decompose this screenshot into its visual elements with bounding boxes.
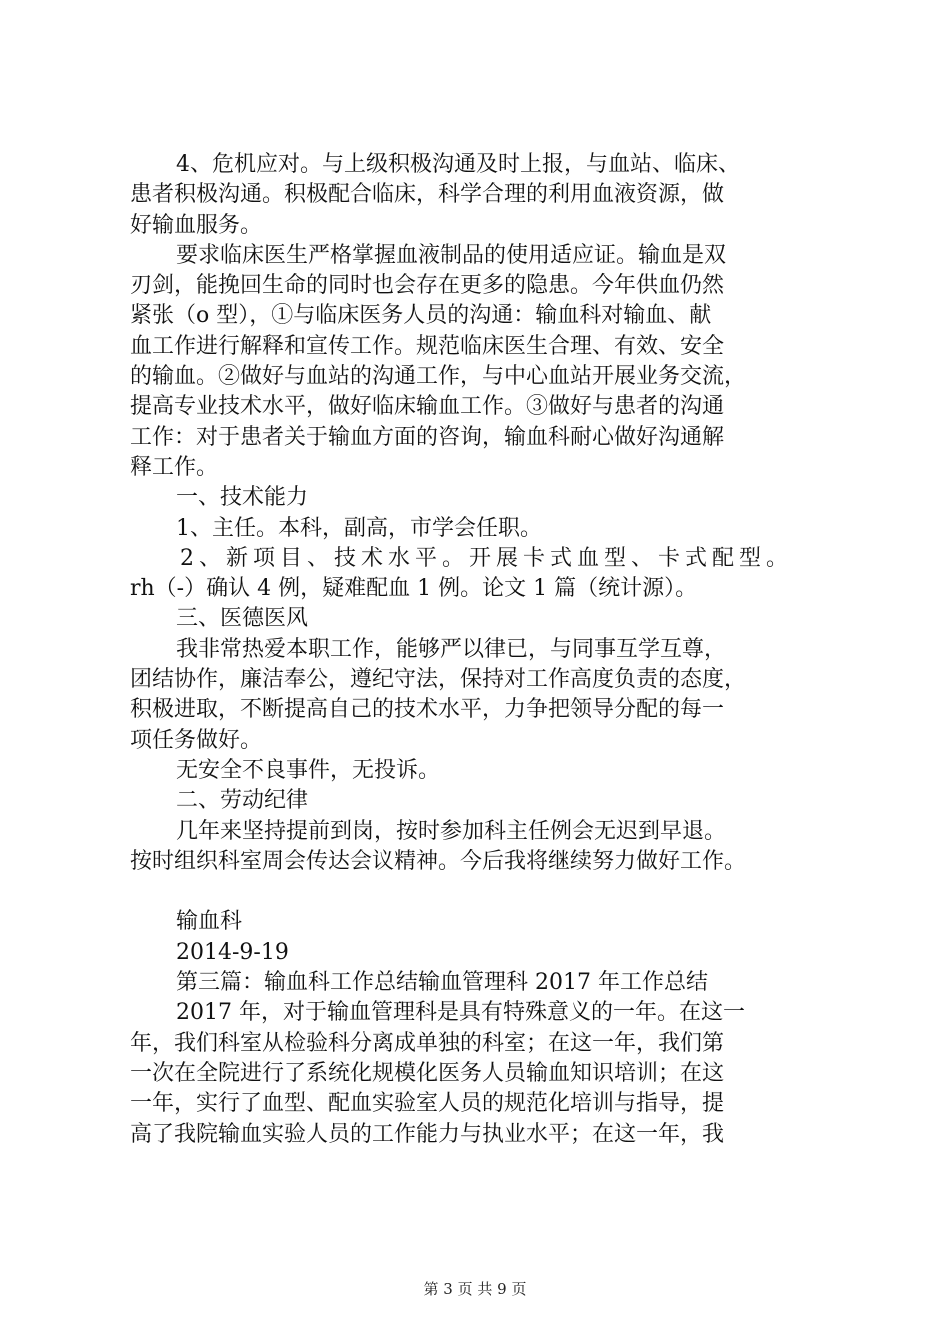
document-body — [130, 150, 835, 1150]
page-footer: 第 3 页 共 9 页 — [423, 1280, 527, 1298]
paragraph-line: 好输血服务。 — [130, 212, 263, 238]
paragraph-line: 积极进取，不断提高自己的技术水平，力争把领导分配的每一 — [130, 697, 725, 723]
signature-department: 输血科 — [176, 909, 243, 935]
paragraph-line: 患者积极沟通。积极配合临床，科学合理的利用血液资源，做 — [130, 182, 725, 208]
paragraph-line: 的输血。②做好与血站的沟通工作，与中心血站开展业务交流， — [130, 364, 747, 390]
paragraph-line: 无安全不良事件，无投诉。 — [176, 757, 441, 783]
paragraph-line: 团结协作，廉洁奉公，遵纪守法，保持对工作高度负责的态度， — [130, 667, 747, 693]
paragraph-line: 工作：对于患者关于输血方面的咨询，输血科耐心做好沟通解 — [130, 424, 725, 450]
paragraph-line: 2、新项目、技术水平。开展卡式血型、卡式配型。 — [180, 545, 793, 571]
paragraph-line: 我非常热爱本职工作，能够严以律已，与同事互学互尊， — [176, 636, 727, 662]
paragraph-line: rh（-）确认 4 例，疑难配血 1 例。论文 1 篇（统计源）。 — [130, 576, 698, 602]
signature-date: 2014-9-19 — [176, 939, 289, 965]
paragraph-line: 几年来坚持提前到岗，按时参加科主任例会无迟到早退。 — [176, 818, 727, 844]
paragraph-line: 一年，实行了血型、配血实验室人员的规范化培训与指导，提 — [130, 1091, 725, 1117]
paragraph-line: 血工作进行解释和宣传工作。规范临床医生合理、有效、安全 — [130, 333, 725, 359]
paragraph-line: 按时组织科室周会传达会议精神。今后我将继续努力做好工作。 — [130, 848, 747, 874]
paragraph-line: 年，我们科室从检验科分离成单独的科室；在这一年，我们第 — [130, 1030, 725, 1056]
paragraph-line: 刃剑，能挽回生命的同时也会存在更多的隐患。今年供血仍然 — [130, 273, 725, 299]
paragraph-line: 释工作。 — [130, 454, 219, 480]
paragraph-line: 紧张（o 型），①与临床医务人员的沟通：输血科对输血、献 — [130, 303, 712, 329]
paragraph-line: 4、危机应对。与上级积极沟通及时上报，与血站、临床、 — [176, 152, 740, 177]
paragraph-line: 2017 年，对于输血管理科是具有特殊意义的一年。在这一 — [176, 1000, 745, 1026]
section-heading: 一、技术能力 — [176, 485, 309, 511]
chapter-title: 第三篇：输血科工作总结输血管理科 2017 年工作总结 — [176, 970, 708, 996]
paragraph-line: 一次在全院进行了系统化规模化医务人员输血知识培训；在这 — [130, 1060, 725, 1086]
paragraph-line: 要求临床医生严格掌握血液制品的使用适应证。输血是双 — [176, 242, 727, 268]
paragraph-line: 高了我院输血实验人员的工作能力与执业水平；在这一年，我 — [130, 1121, 725, 1147]
paragraph-line: 1、主任。本科，副高，市学会任职。 — [176, 515, 542, 541]
section-heading: 二、劳动纪律 — [176, 788, 309, 814]
section-heading: 三、医德医风 — [176, 606, 309, 632]
paragraph-line: 提高专业技术水平，做好临床输血工作。③做好与患者的沟通 — [130, 394, 725, 420]
paragraph-line: 项任务做好。 — [130, 727, 263, 753]
blank-line — [130, 877, 835, 907]
